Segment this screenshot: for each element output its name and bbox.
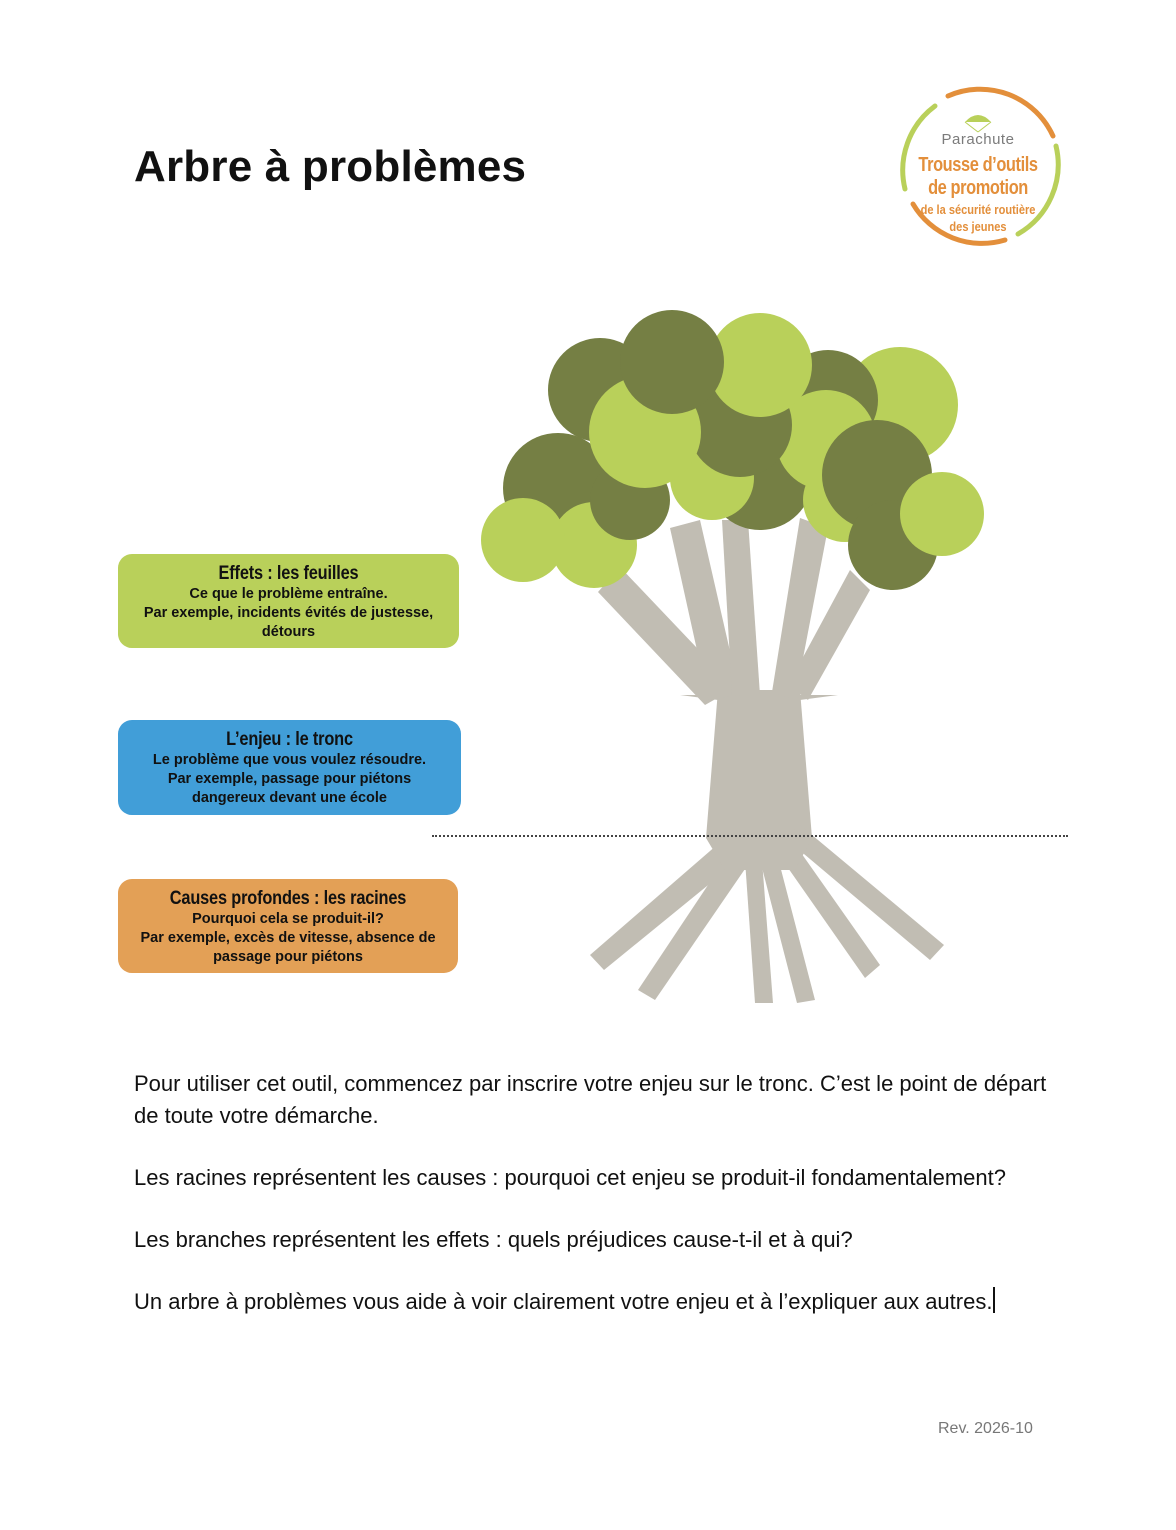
legend-enjeu [118, 720, 461, 815]
ground-line [432, 835, 1068, 837]
logo-line-1: Trousse d’outils [918, 154, 1038, 176]
logo-line-4: des jeunes [949, 219, 1007, 234]
legend-causes-line-3: passage pour piétons [213, 949, 363, 965]
legend-effets-line-3: détours [261, 624, 316, 640]
instructions-paragraph-2[interactable]: Les racines représentent les causes : pourquoi cet enjeu se produit-il fondamentalement? [134, 1165, 1006, 1190]
instructions-paragraph-3[interactable]: Les branches représentent les effets : quels préjudices cause-t-il et à qui? [134, 1227, 853, 1252]
legend-effets-line-2: Par exemple, incidents évités de justesse, [143, 605, 434, 621]
legend-enjeu-line-1: Le problème que vous voulez résoudre. [152, 752, 427, 768]
instructions[interactable] [134, 1068, 1054, 1348]
legend-causes [118, 879, 458, 973]
legend-causes-line-1: Pourquoi cela se produit-il? [192, 911, 384, 927]
instructions-paragraph-4[interactable] [134, 1286, 1054, 1318]
legend-effets-line-1: Ce que le problème entraîne. [189, 586, 388, 602]
revision-label: Rev. 2026-10 [938, 1420, 1033, 1437]
legend-enjeu-title: L’enjeu : le tronc [226, 729, 353, 750]
legend-causes-title: Causes profondes : les racines [169, 888, 407, 909]
instructions-paragraph-1[interactable]: Pour utiliser cet outil, commencez par inscrire votre enjeu sur le tronc. C’est le point de départ de toute votre démarche. [134, 1071, 1047, 1128]
legend-causes-line-2: Par exemple, excès de vitesse, absence de [140, 930, 436, 946]
logo-line-2: de promotion [928, 177, 1028, 199]
logo-line-3: de la sécurité routière [920, 202, 1036, 217]
legend-enjeu-line-2: Par exemple, passage pour piétons [167, 771, 412, 787]
legend-effets-title: Effets : les feuilles [218, 563, 359, 584]
tree-trunk [590, 518, 944, 1003]
instructions-paragraph-4-text[interactable]: Un arbre à problèmes vous aide à voir clairement votre enjeu et à l’expliquer aux autres. [134, 1289, 993, 1314]
logo-brand: Parachute [941, 131, 1015, 148]
text-cursor [993, 1287, 995, 1313]
legend-enjeu-line-3: dangereux devant une école [191, 790, 387, 806]
legend-effets [118, 554, 459, 648]
page-title: Arbre à problèmes [134, 142, 527, 191]
